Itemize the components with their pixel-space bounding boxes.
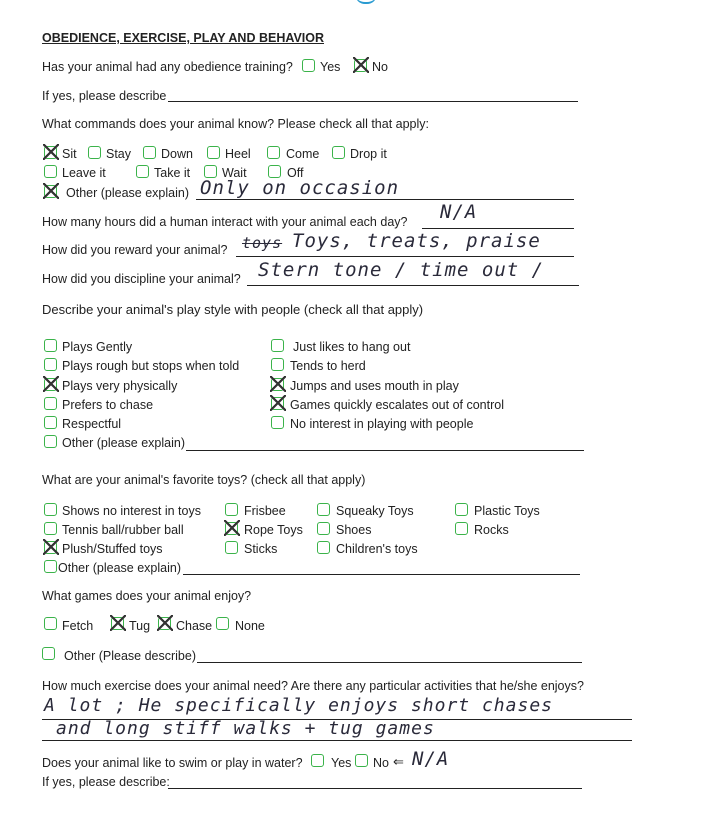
play-gently-label: Plays Gently bbox=[62, 340, 133, 354]
reward-struck-word: toys bbox=[242, 234, 283, 252]
swim-yes-label: Yes bbox=[331, 756, 352, 770]
header-arc-fragment bbox=[355, 0, 377, 4]
obedience-describe-line[interactable] bbox=[168, 101, 578, 102]
game-chase-label: Chase bbox=[176, 619, 213, 633]
toy-sticks-checkbox[interactable] bbox=[225, 541, 238, 554]
command-stay-label: Stay bbox=[106, 147, 132, 161]
toy-rope-checkbox[interactable] bbox=[225, 522, 238, 535]
command-other-label: Other (please explain) bbox=[66, 186, 189, 200]
reward-question: How did you reward your animal? bbox=[42, 243, 228, 257]
play-no-interest-label: No interest in playing with people bbox=[290, 417, 474, 431]
interaction-line[interactable] bbox=[422, 228, 574, 229]
exercise-answer-line1: A lot ; He specifically enjoys short chases bbox=[44, 695, 553, 716]
game-fetch-label: Fetch bbox=[62, 619, 94, 633]
toy-other-line[interactable] bbox=[183, 574, 580, 575]
obedience-no-label: No bbox=[372, 60, 388, 74]
exercise-line-2[interactable] bbox=[42, 740, 632, 741]
command-drop-it-label: Drop it bbox=[350, 147, 387, 161]
game-tug-checkbox[interactable] bbox=[111, 617, 124, 630]
game-none-label: None bbox=[235, 619, 265, 633]
play-physical-checkbox[interactable] bbox=[44, 378, 57, 391]
game-fetch-checkbox[interactable] bbox=[44, 617, 57, 630]
toy-squeaky-label: Squeaky Toys bbox=[336, 504, 414, 518]
toy-rocks-label: Rocks bbox=[474, 523, 509, 537]
toy-tennis-ball-checkbox[interactable] bbox=[44, 522, 57, 535]
toy-shoes-label: Shoes bbox=[336, 523, 372, 537]
game-other-checkbox[interactable] bbox=[42, 647, 55, 660]
games-question: What games does your animal enjoy? bbox=[42, 589, 252, 603]
play-no-interest-checkbox[interactable] bbox=[271, 416, 284, 429]
toy-no-interest-checkbox[interactable] bbox=[44, 503, 57, 516]
game-none-checkbox[interactable] bbox=[216, 617, 229, 630]
game-tug-label: Tug bbox=[129, 619, 151, 633]
toy-other-checkbox[interactable] bbox=[44, 560, 57, 573]
play-other-label: Other (please explain) bbox=[62, 436, 185, 450]
toy-frisbee-label: Frisbee bbox=[244, 504, 286, 518]
command-down-checkbox[interactable] bbox=[143, 146, 156, 159]
play-respectful-label: Respectful bbox=[62, 417, 122, 431]
game-other-line[interactable] bbox=[197, 662, 582, 663]
swim-arrow-icon: ⇐ bbox=[393, 754, 404, 769]
play-escalates-checkbox[interactable] bbox=[271, 397, 284, 410]
toy-squeaky-checkbox[interactable] bbox=[317, 503, 330, 516]
obedience-no-checkbox[interactable] bbox=[354, 59, 367, 72]
command-other-answer: Only on occasion bbox=[200, 177, 400, 199]
toy-plush-label: Plush/Stuffed toys bbox=[62, 542, 163, 556]
swim-no-label: No bbox=[373, 756, 389, 770]
commands-question: What commands does your animal know? Please check all that apply: bbox=[42, 117, 429, 131]
toy-shoes-checkbox[interactable] bbox=[317, 522, 330, 535]
swim-answer: N/A bbox=[412, 748, 450, 770]
play-chase-label: Prefers to chase bbox=[62, 398, 154, 412]
command-leave-it-label: Leave it bbox=[62, 166, 106, 180]
swim-describe-line[interactable] bbox=[168, 788, 582, 789]
toy-rope-label: Rope Toys bbox=[244, 523, 303, 537]
exercise-answer-line2: and long stiff walks + tug games bbox=[56, 718, 435, 739]
command-down-label: Down bbox=[161, 147, 193, 161]
command-heel-checkbox[interactable] bbox=[207, 146, 220, 159]
play-hang-out-checkbox[interactable] bbox=[271, 339, 284, 352]
play-jumps-label: Jumps and uses mouth in play bbox=[290, 379, 459, 393]
obedience-describe-label: If yes, please describe bbox=[42, 89, 167, 103]
toy-plush-checkbox[interactable] bbox=[44, 541, 57, 554]
game-chase-checkbox[interactable] bbox=[158, 617, 171, 630]
command-off-label: Off bbox=[287, 166, 304, 180]
command-take-it-label: Take it bbox=[154, 166, 191, 180]
toy-childrens-label: Children's toys bbox=[336, 542, 418, 556]
play-chase-checkbox[interactable] bbox=[44, 397, 57, 410]
reward-line[interactable] bbox=[236, 256, 574, 257]
swim-describe-label: If yes, please describe: bbox=[42, 775, 170, 789]
command-come-checkbox[interactable] bbox=[267, 146, 280, 159]
play-hang-out-label: Just likes to hang out bbox=[293, 340, 411, 354]
discipline-question: How did you discipline your animal? bbox=[42, 272, 241, 286]
play-rough-checkbox[interactable] bbox=[44, 358, 57, 371]
toy-no-interest-label: Shows no interest in toys bbox=[62, 504, 201, 518]
command-take-it-checkbox[interactable] bbox=[136, 165, 149, 178]
discipline-answer: Stern tone / time out / bbox=[258, 259, 545, 281]
obedience-yes-label: Yes bbox=[320, 60, 341, 74]
reward-answer: Toys, treats, praise bbox=[292, 230, 541, 252]
command-stay-checkbox[interactable] bbox=[88, 146, 101, 159]
command-wait-label: Wait bbox=[222, 166, 247, 180]
command-other-checkbox[interactable] bbox=[44, 185, 57, 198]
play-physical-label: Plays very physically bbox=[62, 379, 178, 393]
game-other-label: Other (Please describe) bbox=[64, 649, 197, 663]
swim-question: Does your animal like to swim or play in water? bbox=[42, 756, 303, 770]
play-rough-label: Plays rough but stops when told bbox=[62, 359, 240, 373]
interaction-answer: N/A bbox=[440, 201, 478, 223]
toy-childrens-checkbox[interactable] bbox=[317, 541, 330, 554]
obedience-yes-checkbox[interactable] bbox=[302, 59, 315, 72]
command-come-label: Come bbox=[286, 147, 320, 161]
play-herd-checkbox[interactable] bbox=[271, 358, 284, 371]
command-leave-it-checkbox[interactable] bbox=[44, 165, 57, 178]
exercise-question: How much exercise does your animal need? Are there any particular activities that he/she enjoys? bbox=[42, 679, 584, 693]
toy-other-label: Other (please explain) bbox=[58, 561, 181, 575]
command-other-line[interactable] bbox=[196, 199, 574, 200]
toys-question: What are your animal's favorite toys? (check all that apply) bbox=[42, 473, 366, 487]
command-sit-label: Sit bbox=[62, 147, 77, 161]
section-title: OBEDIENCE, EXERCISE, PLAY AND BEHAVIOR bbox=[42, 31, 325, 45]
command-drop-it-checkbox[interactable] bbox=[332, 146, 345, 159]
toy-plastic-checkbox[interactable] bbox=[455, 503, 468, 516]
discipline-line[interactable] bbox=[247, 285, 579, 286]
toy-frisbee-checkbox[interactable] bbox=[225, 503, 238, 516]
play-escalates-label: Games quickly escalates out of control bbox=[290, 398, 504, 412]
play-other-checkbox[interactable] bbox=[44, 435, 57, 448]
swim-no-checkbox[interactable] bbox=[355, 754, 368, 767]
swim-yes-checkbox[interactable] bbox=[311, 754, 324, 767]
toy-plastic-label: Plastic Toys bbox=[474, 504, 540, 518]
obedience-question: Has your animal had any obedience training? bbox=[42, 60, 293, 74]
play-jumps-checkbox[interactable] bbox=[271, 378, 284, 391]
play-herd-label: Tends to herd bbox=[290, 359, 366, 373]
toy-tennis-ball-label: Tennis ball/rubber ball bbox=[62, 523, 184, 537]
play-style-question: Describe your animal's play style with people (check all that apply) bbox=[42, 302, 424, 317]
play-gently-checkbox[interactable] bbox=[44, 339, 57, 352]
play-respectful-checkbox[interactable] bbox=[44, 416, 57, 429]
toy-sticks-label: Sticks bbox=[244, 542, 278, 556]
play-other-line[interactable] bbox=[186, 450, 584, 451]
interaction-question: How many hours did a human interact with your animal each day? bbox=[42, 215, 408, 229]
command-heel-label: Heel bbox=[225, 147, 251, 161]
command-sit-checkbox[interactable] bbox=[44, 146, 57, 159]
toy-rocks-checkbox[interactable] bbox=[455, 522, 468, 535]
